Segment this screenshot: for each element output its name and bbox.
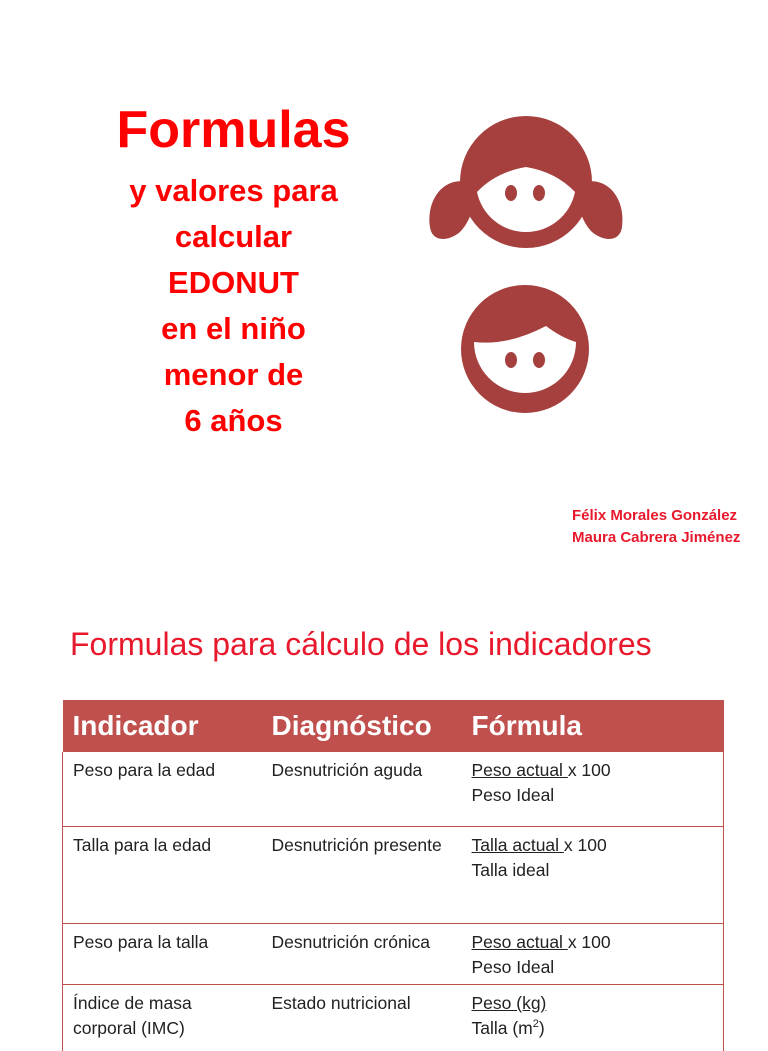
table-header-row: [63, 700, 724, 752]
cover-title: Formulas: [96, 98, 371, 162]
formula-numerator: Peso (kg): [472, 993, 547, 1013]
table-row: [63, 752, 724, 827]
formula-exponent: 2: [533, 1018, 539, 1030]
cell-indicador: Peso para la talla: [63, 924, 262, 985]
column-header-indicador: Indicador: [63, 700, 262, 752]
cell-formula: [462, 752, 724, 827]
cell-diagnostico: Desnutrición crónica: [262, 924, 462, 985]
cover-subtitle: [96, 168, 371, 444]
cell-diagnostico: Estado nutricional: [262, 985, 462, 1051]
formula-denominator: Peso Ideal: [472, 957, 555, 977]
section-heading: Formulas para cálculo de los indicadores: [70, 626, 652, 663]
subtitle-line: EDONUT: [96, 260, 371, 306]
table-row: [63, 985, 724, 1051]
subtitle-line: y valores para: [96, 168, 371, 214]
cell-formula: [462, 985, 724, 1051]
cell-formula: [462, 924, 724, 985]
formula-numerator: Talla actual: [472, 835, 564, 855]
column-header-formula: Fórmula: [462, 700, 724, 752]
author-name: Maura Cabrera Jiménez: [572, 527, 740, 549]
column-header-diagnostico: Diagnóstico: [262, 700, 462, 752]
formula-numerator: Peso actual: [472, 932, 568, 952]
table-row: [63, 924, 724, 985]
formula-denominator: Talla ideal: [472, 860, 550, 880]
indicators-table: [62, 700, 724, 1051]
formula-denominator: Talla (m: [472, 1018, 533, 1038]
cell-diagnostico: Desnutrición aguda: [262, 752, 462, 827]
formula-multiplier: x 100: [568, 932, 611, 952]
formula-denominator: Peso Ideal: [472, 785, 555, 805]
subtitle-line: calcular: [96, 214, 371, 260]
formula-multiplier: x 100: [568, 760, 611, 780]
formula-numerator: Peso actual: [472, 760, 568, 780]
author-name: Félix Morales González: [572, 505, 740, 527]
formula-multiplier: x 100: [564, 835, 607, 855]
girl-face-icon: [426, 112, 626, 252]
formula-denominator-end: ): [539, 1018, 545, 1038]
subtitle-line: en el niño: [96, 306, 371, 352]
cell-formula: [462, 827, 724, 924]
boy-face-icon: [458, 280, 592, 420]
authors: [572, 505, 740, 549]
cover-title-block: [96, 98, 371, 444]
cell-indicador: Talla para la edad: [63, 827, 262, 924]
table-row: [63, 827, 724, 924]
subtitle-line: menor de: [96, 352, 371, 398]
cell-indicador: Peso para la edad: [63, 752, 262, 827]
cell-diagnostico: Desnutrición presente: [262, 827, 462, 924]
subtitle-line: 6 años: [96, 398, 371, 444]
cell-indicador: Índice de masa corporal (IMC): [63, 985, 262, 1051]
